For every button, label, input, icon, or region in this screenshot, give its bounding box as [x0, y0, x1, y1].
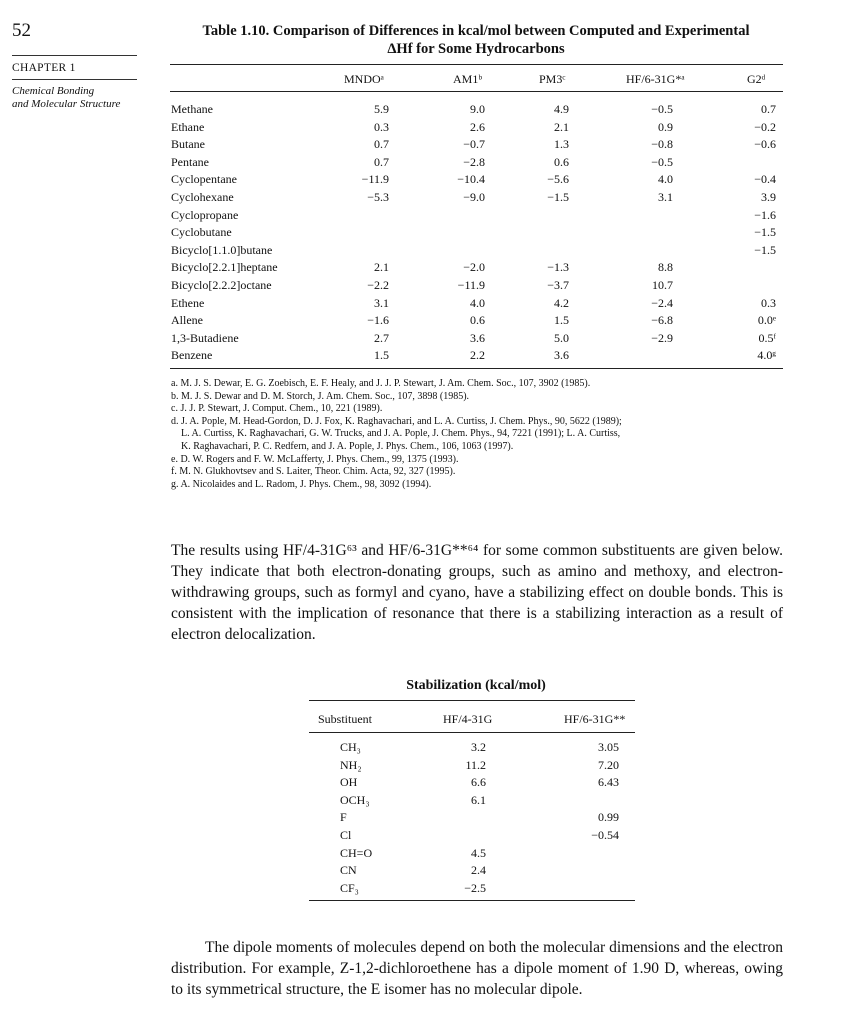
substituent-label: OCH₃ [340, 792, 370, 807]
column-header-hf631g: HF/6-31G*ᵃ [626, 72, 685, 86]
stabilization-cell: 0.99 [598, 810, 619, 825]
table-cell: −2.2 [367, 278, 389, 292]
table-row-label: Bicyclo[2.2.2]octane [171, 278, 272, 292]
table-cell: −2.9 [651, 330, 673, 345]
table-caption-line-1: Table 1.10. Comparison of Differences in kcal/mol between Computed and Experimental [202, 23, 750, 39]
column-header-am1: AM1ᵇ [453, 72, 483, 86]
footnote-e: e. D. W. Rogers and F. W. McLafferty, J. Phys. Chem., 99, 1375 (1993). [171, 453, 459, 465]
stabilization-cell: 6.6 [471, 775, 486, 790]
body-paragraph-1: The results using HF/4-31G⁶³ and HF/6-31G**⁶⁴ for some common substituents are given below. They indicate that both electron-donating groups, such as amino and methoxy, and electron-withdrawing groups, such as formyl and cyano, have a stabilizing effect on double bonds. This is consistent with the implication of resonance that there is a stabilizing interaction as a result of electron delocalization. [171, 542, 783, 643]
table-cell: −9.0 [463, 190, 485, 204]
stabilization-table-title: Stabilization (kcal/mol) [406, 678, 546, 693]
table-cell: −1.3 [547, 260, 569, 275]
stabilization-header-substituent: Substituent [318, 712, 373, 726]
table-cell: 3.1 [374, 295, 389, 310]
stabilization-cell: 3.2 [471, 740, 486, 754]
stabilization-cell: 7.20 [598, 757, 619, 772]
chapter-label: CHAPTER 1 [12, 62, 76, 74]
table-cell: 0.7 [761, 102, 776, 116]
stabilization-cell: 2.4 [471, 863, 486, 878]
table-cell: 4.0ᵍ [757, 348, 776, 363]
stabilization-top-rule [309, 700, 635, 701]
table-cell: 0.7 [374, 137, 389, 152]
stabilization-cell: 11.2 [465, 757, 486, 772]
table-cell: 0.6 [554, 154, 569, 169]
stabilization-header-rule [309, 732, 635, 733]
table-cell: −1.5 [754, 242, 776, 257]
footnote-c: c. J. J. P. Stewart, J. Comput. Chem., 10, 221 (1989). [171, 403, 383, 415]
substituent-label: CH₃ [340, 740, 361, 754]
stabilization-cell: −2.5 [464, 880, 486, 895]
footnote-a: a. M. J. S. Dewar, E. G. Zoebisch, E. F. Healy, and J. J. P. Stewart, J. Am. Chem. Soc., 107, 3902 (1985). [171, 378, 591, 389]
footnote-d-continued-2: K. Raghavachari, P. C. Redfern, and J. A. Pople, J. Phys. Chem., 106, 1063 (1997). [181, 440, 514, 452]
sidebar-rule-top [12, 55, 137, 56]
table-cell: 0.7 [374, 154, 389, 169]
table-cell: 0.6 [470, 313, 485, 328]
stabilization-bottom-rule [309, 900, 635, 901]
table-row-label: Methane [171, 102, 213, 116]
table-cell: 3.6 [470, 330, 485, 345]
table-top-rule [170, 64, 783, 65]
table-cell: −5.6 [547, 172, 569, 187]
table-row-label: Ethane [171, 119, 205, 134]
table-cell: −11.9 [361, 172, 389, 187]
table-cell: −2.4 [651, 295, 673, 310]
table-row-label: Cyclobutane [171, 225, 232, 240]
table-header-rule [170, 91, 783, 92]
column-header-pm3: PM3ᶜ [539, 72, 566, 86]
table-cell: −0.8 [651, 137, 673, 152]
substituent-label: F [340, 810, 347, 825]
body-paragraph-2: The dipole moments of molecules depend on both the molecular dimensions and the electron distribution. For example, Z-1,2-dichloroethene has a dipole moment of 1.90 D, whereas, owing to its symmetrical structure, the E isomer has no molecular dipole. [171, 939, 783, 998]
table-cell: −1.6 [754, 207, 776, 222]
table-row-label: Bicyclo[1.1.0]butane [171, 242, 273, 257]
table-cell: 3.9 [761, 190, 776, 204]
chapter-subtitle [12, 85, 142, 111]
substituent-label: OH [340, 775, 358, 790]
substituent-label: CF₃ [340, 880, 359, 895]
table-row-label: Bicyclo[2.2.1]heptane [171, 260, 278, 275]
table-row-label: Ethene [171, 295, 205, 310]
stabilization-cell: 6.1 [471, 792, 486, 807]
table-cell: 2.7 [374, 330, 389, 345]
page-number: 52 [12, 20, 31, 41]
table-cell: −5.3 [367, 190, 389, 204]
table-cell: −3.7 [547, 278, 569, 292]
stabilization-header-hf431g: HF/4-31G [443, 712, 493, 726]
table-cell: 2.2 [470, 348, 485, 363]
table-row-label: 1,3-Butadiene [171, 330, 239, 345]
sidebar-rule-bottom [12, 79, 137, 80]
stabilization-cell: 4.5 [471, 845, 486, 860]
table-cell: 3.1 [658, 190, 673, 204]
table-cell: 2.1 [554, 119, 569, 134]
table-cell: −11.9 [457, 278, 485, 292]
table-cell: −0.5 [651, 154, 673, 169]
stabilization-cell: −0.54 [591, 828, 619, 842]
substituent-label: CN [340, 863, 357, 878]
chapter-subtitle-line-1: Chemical Bonding [12, 85, 95, 97]
table-cell: 0.5ᶠ [758, 330, 776, 345]
table-cell: 0.9 [658, 119, 673, 134]
table-caption [170, 22, 782, 58]
table-cell: 4.9 [554, 102, 569, 116]
table-row-label: Pentane [171, 154, 209, 169]
substituent-label: Cl [340, 828, 352, 842]
table-cell: 3.6 [554, 348, 569, 363]
footnote-f: f. M. N. Glukhovtsev and S. Laiter, Theor. Chim. Acta, 92, 327 (1995). [171, 466, 456, 478]
footnote-d: d. J. A. Pople, M. Head-Gordon, D. J. Fox, K. Raghavachari, and L. A. Curtiss, J. Chem. Phys., 90, 5622 (1989); [171, 415, 622, 427]
table-caption-line-2: ΔHf for Some Hydrocarbons [387, 41, 565, 57]
stabilization-cell: 6.43 [598, 775, 619, 790]
table-cell: −0.4 [754, 172, 776, 187]
table-cell: −0.5 [651, 102, 673, 116]
table-row-label: Allene [171, 313, 203, 328]
table-cell: 1.3 [554, 137, 569, 152]
table-cell: 1.5 [554, 313, 569, 328]
table-cell: −1.5 [754, 225, 776, 240]
table-cell: −2.8 [463, 154, 485, 169]
table-cell: 4.2 [554, 295, 569, 310]
footnote-b: b. M. J. S. Dewar and D. M. Storch, J. Am. Chem. Soc., 107, 3898 (1985). [171, 390, 470, 402]
table-cell: 9.0 [470, 102, 485, 116]
table-cell: 0.0ᵉ [757, 313, 776, 328]
table-cell: 4.0 [470, 295, 485, 310]
table-row-label: Cyclohexane [171, 190, 234, 204]
table-row-label: Cyclopentane [171, 172, 237, 187]
table-row-label: Benzene [171, 348, 213, 363]
table-cell: 10.7 [652, 278, 673, 292]
table-cell: −1.5 [547, 190, 569, 204]
stabilization-header-hf631g: HF/6-31G** [564, 712, 626, 726]
table-cell: −2.0 [463, 260, 485, 275]
table-cell: −0.7 [463, 137, 485, 152]
column-header-g2: G2ᵈ [747, 72, 766, 86]
table-cell: 8.8 [658, 260, 673, 275]
table-cell: −0.6 [754, 137, 776, 152]
footnote-d-continued-1: L. A. Curtiss, K. Raghavachari, G. W. Trucks, and J. A. Pople, J. Chem. Phys., 94, 7221 (1991); L. A. Curtiss, [181, 428, 621, 440]
table-cell: −10.4 [457, 172, 485, 187]
footnote-g: g. A. Nicolaides and L. Radom, J. Phys. Chem., 98, 3092 (1994). [171, 478, 432, 490]
table-cell: 1.5 [374, 348, 389, 363]
table-cell: −1.6 [367, 313, 389, 328]
stabilization-cell: 3.05 [598, 740, 619, 754]
table-bottom-rule [170, 368, 783, 369]
table-cell: 0.3 [761, 295, 776, 310]
table-row-label: Butane [171, 137, 205, 152]
table-footnotes [171, 378, 783, 491]
table-row-label: Cyclopropane [171, 207, 239, 222]
table-cell: 5.9 [374, 102, 389, 116]
table-cell: 2.6 [470, 119, 485, 134]
substituent-label: NH₂ [340, 757, 362, 772]
table-cell: 4.0 [658, 172, 673, 187]
table-cell: −0.2 [754, 119, 776, 134]
table-cell: 5.0 [554, 330, 569, 345]
chapter-subtitle-line-2: and Molecular Structure [12, 98, 121, 110]
table-cell: 0.3 [374, 119, 389, 134]
table-cell: −6.8 [651, 313, 673, 328]
table-cell: 2.1 [374, 260, 389, 275]
substituent-label: CH=O [340, 845, 373, 860]
column-header-mndo: MNDOᵃ [344, 72, 384, 86]
